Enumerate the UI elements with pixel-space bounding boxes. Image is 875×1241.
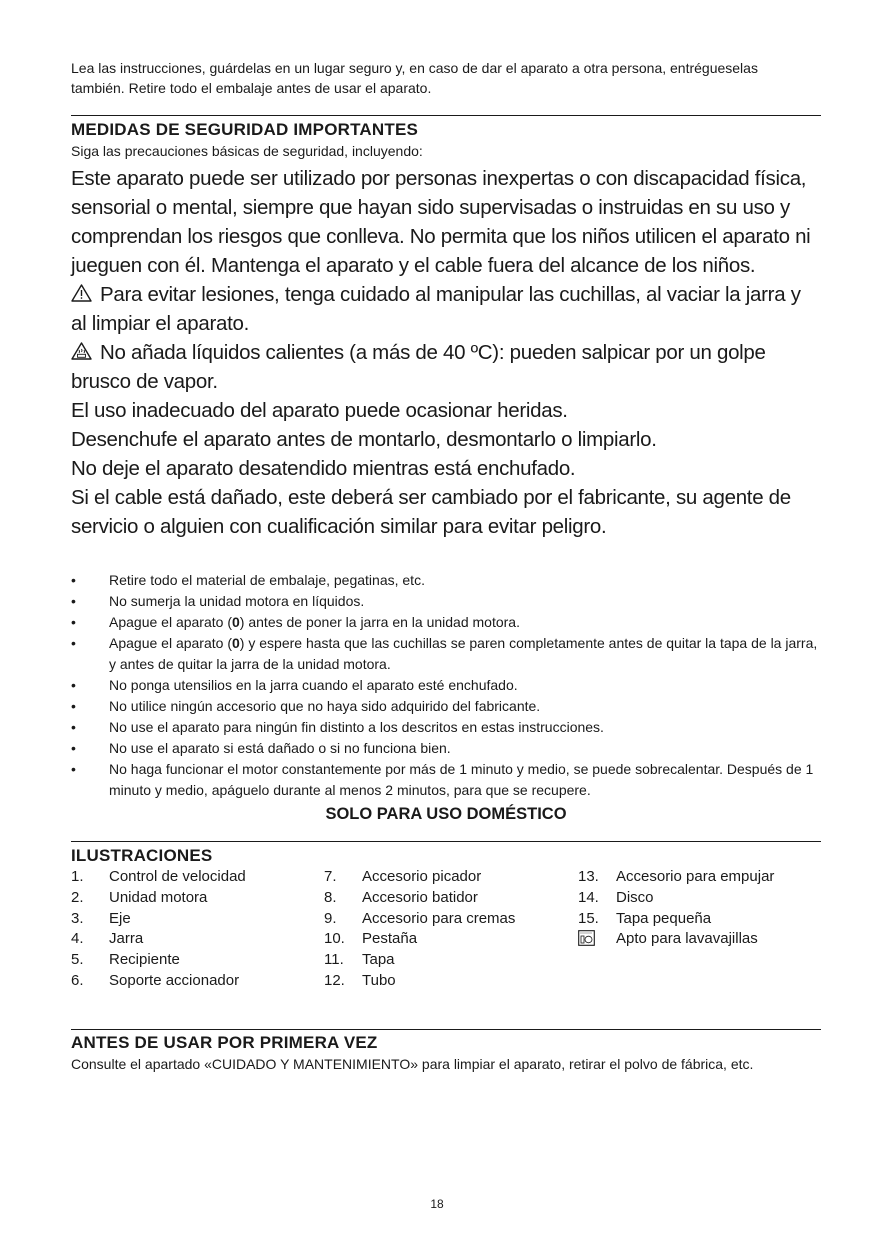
item-label: Unidad motora	[109, 888, 208, 906]
item-label: Accesorio picador	[362, 868, 482, 885]
item-number: 2.	[71, 888, 84, 906]
list-item	[71, 717, 821, 738]
item-number: 8.	[324, 888, 337, 906]
safety-paragraph: Este aparato puede ser utilizado por personas inexpertas o con discapacidad física, sensorial o mental, siempre que hayan sido supervisadas o instruidas en su uso y comprendan los riesgos que conlleva. No permita que los niños utilicen el aparato ni jueguen con él. Mantenga el aparato y el cable fuera del alcance de los niños.	[71, 167, 811, 277]
bullet-marker: •	[71, 677, 76, 693]
list-item	[71, 759, 821, 801]
warning-text: Para evitar lesiones, tenga cuidado al manipular las cuchillas, al vaciar la jarra y al limpiar el aparato.	[71, 283, 801, 335]
item-label: Accesorio para empujar	[616, 868, 775, 885]
item-label: Tapa pequeña	[616, 909, 712, 927]
list-item	[324, 971, 515, 992]
safety-paragraph: No deje el aparato desatendido mientras está enchufado.	[71, 457, 576, 480]
item-number: 7.	[324, 868, 337, 885]
bullet-marker: •	[71, 593, 76, 609]
bullet-text: No haga funcionar el motor constantemente por más de 1 minuto y medio, se puede sobrecalentar. Después de 1 minuto y medio, apáguelo durante al menos 2 minutos, para que se recupere.	[109, 761, 814, 798]
item-label: Jarra	[109, 930, 144, 948]
item-number: 15.	[578, 909, 599, 927]
list-item	[71, 591, 821, 612]
list-item	[71, 929, 246, 950]
bullet-marker: •	[71, 614, 76, 630]
list-item	[71, 612, 821, 633]
divider	[71, 841, 821, 842]
bullet-text: No ponga utensilios en la jarra cuando el aparato esté enchufado.	[109, 677, 518, 693]
item-number: 13.	[578, 868, 599, 885]
item-number: 10.	[324, 930, 345, 948]
divider	[71, 115, 821, 116]
divider	[71, 1029, 821, 1030]
safety-paragraph: Desenchufe el aparato antes de montarlo, desmontarlo o limpiarlo.	[71, 428, 657, 451]
list-item	[324, 909, 515, 930]
item-number: 14.	[578, 888, 599, 906]
hot-warning-text: No añada líquidos calientes (a más de 40 ºC): pueden salpicar por un golpe brusco de vapor.	[71, 341, 766, 393]
safety-subtitle: Siga las precauciones básicas de seguridad, incluyendo:	[71, 143, 423, 159]
list-item	[71, 738, 821, 759]
item-number: 6.	[71, 971, 84, 989]
item-label: Eje	[109, 909, 131, 927]
bullet-text: Apague el aparato (0) antes de poner la jarra en la unidad motora.	[109, 614, 520, 630]
page-number: 18	[430, 1197, 444, 1211]
safety-paragraph: El uso inadecuado del aparato puede ocasionar heridas.	[71, 399, 568, 422]
domestic-use-notice: SOLO PARA USO DOMÉSTICO	[325, 805, 567, 823]
list-item	[71, 633, 821, 675]
safety-title: MEDIDAS DE SEGURIDAD IMPORTANTES	[71, 120, 419, 139]
list-item	[71, 971, 246, 992]
list-item	[71, 867, 246, 888]
item-number: 1.	[71, 868, 84, 885]
safety-paragraph-hot-warning	[71, 338, 821, 396]
list-item	[71, 675, 821, 696]
illustrations-column-3	[578, 867, 774, 950]
bullet-text: No utilice ningún accesorio que no haya sido adquirido del fabricante.	[109, 698, 541, 714]
bullet-text: No use el aparato si está dañado o si no funciona bien.	[109, 740, 451, 756]
item-label: Accesorio para cremas	[362, 909, 516, 927]
bullet-marker: •	[71, 740, 76, 756]
illustrations-column-2	[324, 867, 515, 992]
list-item	[578, 909, 774, 930]
item-label: Accesorio batidor	[362, 888, 478, 906]
item-label: Tubo	[362, 971, 396, 989]
hot-liquid-warning-icon	[71, 342, 92, 360]
item-label: Soporte accionador	[109, 971, 240, 989]
item-number: 3.	[71, 909, 84, 927]
item-label: Recipiente	[109, 951, 180, 969]
list-item	[71, 950, 246, 971]
list-item	[324, 929, 515, 950]
illustrations-column-1	[71, 867, 246, 992]
bullet-marker: •	[71, 698, 76, 714]
item-number: 4.	[71, 930, 84, 948]
item-label: Control de velocidad	[109, 868, 246, 885]
bullet-text: No sumerja la unidad motora en líquidos.	[109, 593, 365, 609]
dishwasher-label: Apto para lavavajillas	[616, 930, 758, 948]
list-item	[71, 696, 821, 717]
list-item	[324, 888, 515, 909]
item-number: 9.	[324, 909, 337, 927]
list-item	[578, 929, 774, 950]
item-number: 12.	[324, 971, 345, 989]
list-item	[71, 570, 821, 591]
list-item	[324, 867, 515, 888]
bullet-marker: •	[71, 572, 76, 588]
warning-triangle-icon	[71, 284, 92, 302]
item-label: Pestaña	[362, 930, 418, 948]
first-use-text: Consulte el apartado «CUIDADO Y MANTENIMIENTO» para limpiar el aparato, retirar el polvo de fábrica, etc.	[71, 1056, 754, 1072]
bullet-text: Retire todo el material de embalaje, pegatinas, etc.	[109, 572, 425, 588]
list-item	[578, 867, 774, 888]
list-item	[71, 888, 246, 909]
bullet-text: Apague el aparato (0) y espere hasta que las cuchillas se paren completamente antes de quitar la tapa de la jarra, y antes de quitar la jarra de la unidad motora.	[109, 635, 818, 672]
item-number: 11.	[324, 951, 344, 969]
bullet-text: No use el aparato para ningún fin distinto a los descritos en estas instrucciones.	[109, 719, 604, 735]
list-item	[71, 909, 246, 930]
list-item	[578, 888, 774, 909]
illustrations-title: ILUSTRACIONES	[71, 846, 213, 865]
intro-text: Lea las instrucciones, guárdelas en un lugar seguro y, en caso de dar el aparato a otra persona, entrégueselas también. Retire todo el embalaje antes de usar el aparato.	[71, 60, 758, 96]
list-item	[324, 950, 515, 971]
dishwasher-icon	[578, 930, 595, 946]
safety-paragraphs	[71, 164, 821, 541]
item-label: Disco	[616, 888, 654, 906]
bullet-marker: •	[71, 761, 76, 777]
safety-bullet-list	[71, 570, 821, 801]
safety-paragraph-warning	[71, 280, 821, 338]
first-use-title: ANTES DE USAR POR PRIMERA VEZ	[71, 1033, 378, 1052]
bullet-marker: •	[71, 635, 76, 651]
bullet-marker: •	[71, 719, 76, 735]
safety-paragraph: Si el cable está dañado, este deberá ser cambiado por el fabricante, su agente de servicio o alguien con cualificación similar para evitar peligro.	[71, 486, 791, 538]
item-number: 5.	[71, 951, 84, 969]
item-label: Tapa	[362, 951, 395, 969]
